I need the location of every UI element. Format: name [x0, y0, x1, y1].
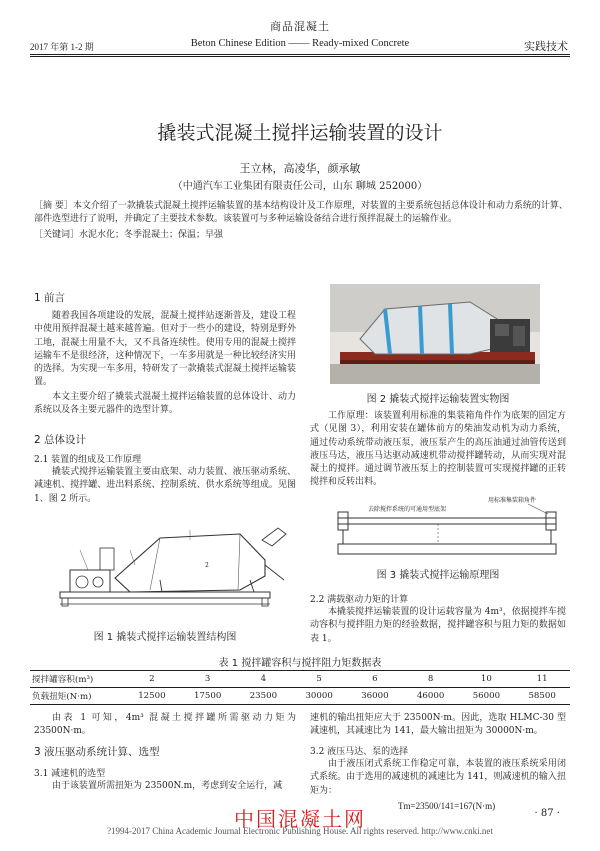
- figure-3-diagram: [318, 492, 568, 562]
- table-cell: 46000: [403, 688, 459, 705]
- table-1-title: 表 1 搅拌罐容积与搅拌阻力矩数据表: [218, 658, 382, 669]
- table-1-grid: [30, 670, 570, 705]
- table-cell: 30000: [291, 688, 347, 705]
- section-1-paragraph-2: 本文主要介绍了撬装式混凝土搅拌运输装置的总体设计、动力系统以及各主要元器件的选型计算。: [34, 392, 296, 416]
- section-3-1-paragraph: 由于该装置所需扭矩为 23500N.m，考虑到安全运行，减: [52, 781, 283, 791]
- section-1-paragraph-1: 随着我国各项建设的发展，混凝土搅拌站逐渐普及，建设工程中使用预拌混凝土越来越普遍。但对于一些小的建设，特别是野外工地，混凝土用量不大，又不具备连续性。使用专用的混凝土搅拌运输车不是很经济，这种情况下，一车多用就是一种比较经济实用的选择。为实现一车多用，特研发了一款撬装式混凝土搅拌运输装置。: [34, 311, 296, 388]
- header-rule-thin: [30, 56, 570, 57]
- table-cell: 5: [291, 671, 347, 688]
- table-cell: 6: [347, 671, 403, 688]
- article-title: 撬装式混凝土搅拌运输装置的设计: [157, 122, 443, 144]
- figure-2-caption: 图 2 撬装式搅拌运输装置实物图: [366, 394, 510, 405]
- table-cell: 2: [124, 671, 180, 688]
- table-cell: 58500: [514, 688, 570, 705]
- table-row: [30, 688, 570, 705]
- table-1-conclusion: 由表 1 可知，4m³ 混凝土搅拌罐所需驱动力矩为 23500N·m。: [34, 713, 296, 737]
- keywords-label: ［关键词］: [34, 230, 80, 240]
- figure-3-label-corner: 用标准集装箱角件: [488, 497, 537, 504]
- page-number: · 87 ·: [534, 808, 560, 819]
- table-cell: 3: [180, 671, 236, 688]
- table-cell: 17500: [180, 688, 236, 705]
- header-rule: [30, 54, 570, 55]
- figure-1-callout: 2: [205, 562, 209, 569]
- article-authors: 王立林，高凌华，颜承敏: [239, 162, 361, 175]
- section-2-1-paragraph: 撬装式搅拌运输装置主要由底架、动力装置、液压驱动系统、减速机、搅拌罐、进出料系统、控制系统、供水系统等组成。见图 1、图 2 所示。: [34, 467, 296, 504]
- keywords: [34, 227, 568, 240]
- figure-1-caption: 图 1 撬装式搅拌运输装置结构图: [93, 632, 237, 643]
- section-2-1-heading: 2.1 装置的组成及工作原理: [34, 455, 142, 465]
- table-row: [30, 671, 570, 688]
- table-1: [30, 670, 570, 705]
- section-1-heading: 1 前言: [34, 292, 66, 304]
- figure-1-drawing: [40, 520, 290, 620]
- table-cell: 12500: [124, 688, 180, 705]
- table-cell: 36000: [347, 688, 403, 705]
- keywords-text: 水泥水化；冬季混凝土；保温；早强: [79, 230, 224, 240]
- abstract: [34, 200, 568, 226]
- torque-formula: Tm=23500/141=167(N·m): [398, 801, 496, 811]
- column-name: 实践技术: [524, 40, 568, 53]
- abstract-text: 本文介绍了一款撬装式混凝土搅拌运输装置的基本结构设计及工作原理，对装置的主要系统包括总体设计和动力系统的计算、部件选型进行了说明，并确定了主要技术参数。该装置可与多种运输设备结合进行预拌混凝土的运输作业。: [34, 201, 568, 224]
- article-affiliation: （中通汽车工业集团有限责任公司，山东 聊城 252000）: [172, 181, 428, 192]
- figure-3-caption: 图 3 撬装式搅拌运输原理图: [376, 570, 500, 581]
- figure-2-svg: [330, 284, 540, 384]
- section-3-2-paragraph: 由于液压闭式系统工作稳定可靠，本装置的液压系统采用闭式系统。由于选用的减速机的减速比为 141，则减速机的输入扭矩为：: [310, 759, 566, 796]
- section-3-heading: 3 液压驱动系统计算、选型: [34, 746, 160, 758]
- journal-name-en: Beton Chinese Edition —— Ready-mixed Concrete: [190, 38, 410, 49]
- journal-name-cn: 商品混凝土: [270, 20, 330, 33]
- work-principle-paragraph: 工作原理：该装置利用标准的集装箱角件作为底架的固定方式（见图 3），利用安装在罐体前方的柴油发动机为动力系统，通过传动系统带动液压泵，液压泵产生的高压油通过油管传送到液压马达，液压马达驱动减速机带动搅拌罐转动，从而实现对混凝土的搅拌。通过调节液压泵上的控制装置可实现搅拌罐的正转搅拌和反转出料。: [310, 411, 566, 488]
- section-2-2-paragraph: 本撬装搅拌运输装置的设计运载容量为 4m³，依据搅拌车搅动容积与搅拌阻力矩的经验数据，搅拌罐容积与阻力矩的数据如表 1。: [310, 607, 566, 644]
- table-cell: 23500: [236, 688, 292, 705]
- section-3-1-heading: 3.1 减速机的选型: [34, 769, 106, 779]
- table-cell: 负载扭矩(N·m): [30, 688, 124, 705]
- table-cell: 56000: [459, 688, 515, 705]
- section-3-1-continued: 速机的输出扭矩应大于 23500N·m。因此，选取 HLMC-30 型减速机，其减速比为 141，最大输出扭矩为 30000N·m。: [310, 713, 566, 737]
- figure-3-label-frame: 去除搅拌系统的可通用型底架: [368, 506, 447, 513]
- table-cell: 8: [403, 671, 459, 688]
- table-cell: 4: [236, 671, 292, 688]
- table-cell: 10: [459, 671, 515, 688]
- section-2-heading: 2 总体设计: [34, 434, 87, 446]
- journal-issue: 2017 年第 1-2 期: [30, 42, 94, 52]
- table-cell: 11: [514, 671, 570, 688]
- section-2-2-heading: 2.2 满载驱动力矩的计算: [310, 595, 409, 605]
- figure-1-svg: [40, 520, 290, 620]
- table-cell: 搅拌罐容积(m³): [30, 671, 124, 688]
- section-3-2-heading: 3.2 液压马达、泵的选择: [310, 747, 409, 757]
- site-watermark: 中国混凝土网: [234, 807, 366, 831]
- figure-2-photo: [330, 284, 540, 384]
- copyright-line: ?1994-2017 China Academic Journal Electronic Publishing House. All rights reserved. http://www.cnki.net: [107, 826, 493, 836]
- abstract-label: ［摘 要］: [34, 201, 73, 211]
